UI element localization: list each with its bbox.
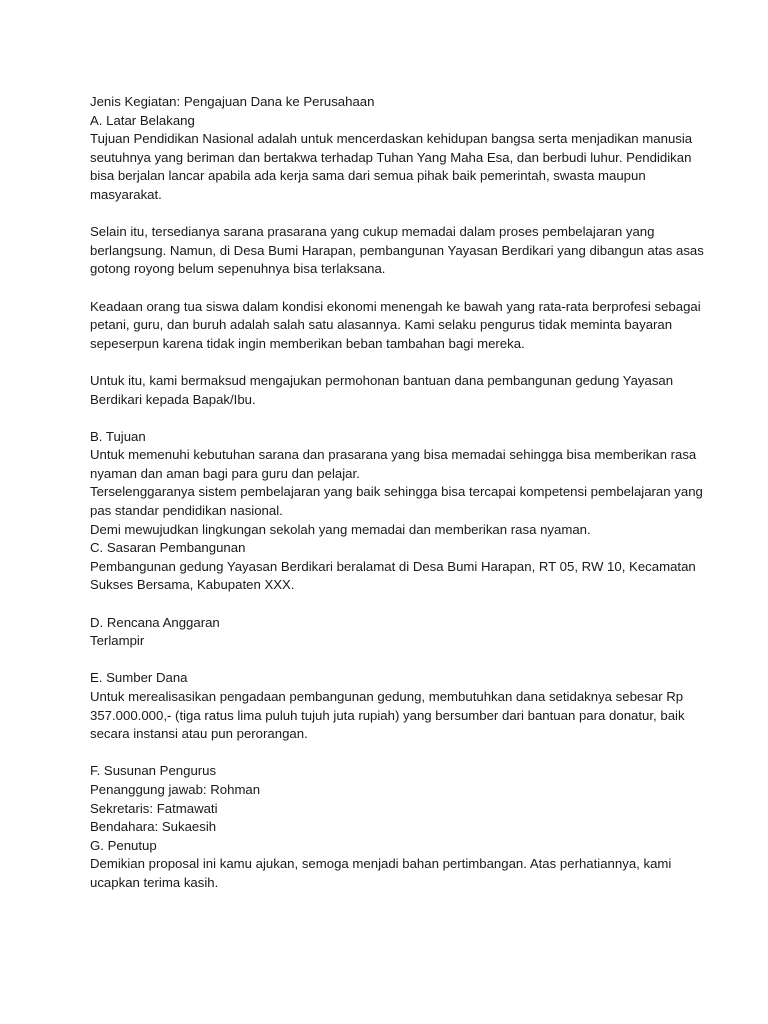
section-e-line: Untuk merealisasikan pengadaan pembangunan gedung, membutuhkan dana setidaknya sebesar Rp	[90, 689, 684, 704]
section-f-line: Bendahara: Sukaesih	[90, 819, 217, 835]
section-g-heading: G. Penutup	[90, 837, 157, 853]
section-a-p3-line: Keadaan orang tua siswa dalam kondisi ekonomi menengah ke bawah yang rata-rata berprofesi sebagai	[90, 298, 701, 314]
section-d-heading: D. Rencana Anggaran	[90, 614, 220, 630]
section-b-line: Untuk memenuhi kebutuhan sarana dan prasarana yang bisa memadai sehingga bisa memberikan rasa	[90, 447, 697, 463]
section-f-line: Penanggung jawab: Rohman	[90, 781, 261, 797]
section-a-p4-line: Untuk itu, kami bermaksud mengajukan permohonan bantuan dana pembangunan gedung Yayasan	[90, 372, 674, 388]
section-d-line: Terlampir	[90, 633, 145, 649]
section-a-p3-line: sepeserpun karena tidak ingin memberikan beban tambahan bagi mereka.	[90, 335, 525, 351]
section-b-line: pas standar pendidikan nasional.	[90, 503, 283, 519]
paragraph-gap	[90, 353, 690, 372]
paragraph-gap	[90, 744, 690, 763]
section-a-p1-line: masyarakat.	[90, 186, 162, 202]
paragraph-gap	[90, 205, 690, 224]
document-title: Jenis Kegiatan: Pengajuan Dana ke Perusahaan	[90, 94, 375, 109]
paragraph-gap	[90, 651, 690, 670]
section-b-line: Demi mewujudkan lingkungan sekolah yang memadai dan memberikan rasa nyaman.	[90, 521, 591, 537]
section-a-p2-line: Selain itu, tersedianya sarana prasarana yang cukup memadai dalam proses pembelajaran yang	[90, 224, 655, 240]
section-g-line: Demikian proposal ini kamu ajukan, semoga menjadi bahan pertimbangan. Atas perhatiannya, kami	[90, 856, 672, 872]
section-b-line: nyaman dan aman bagi para guru dan pelajar.	[90, 465, 360, 481]
section-a-p1-line: Tujuan Pendidikan Nasional adalah untuk mencerdaskan kehidupan bangsa serta menjadikan manusia	[90, 131, 693, 147]
section-a-p1-line: seutuhnya yang beriman dan bertakwa terhadap Tuhan Yang Maha Esa, dan berbudi luhur. Pendidikan	[90, 149, 692, 165]
section-a-p2-line: gotong royong belum sepenuhnya bisa terlaksana.	[90, 261, 386, 277]
section-e-heading: E. Sumber Dana	[90, 670, 188, 686]
section-e-line: secara instansi atau pun perorangan.	[90, 726, 308, 742]
paragraph-gap	[90, 409, 690, 428]
section-c-line: Sukses Bersama, Kabupaten XXX.	[90, 577, 295, 593]
section-a-p3-line: petani, guru, dan buruh adalah salah satu alasannya. Kami selaku pengurus tidak meminta bayaran	[90, 317, 673, 333]
section-a-p1-line: bisa berjalan lancar apabila ada kerja sama dari semua pihak baik pemerintah, swasta maupun	[90, 168, 646, 184]
section-b-heading: B. Tujuan	[90, 428, 146, 444]
section-a-p4-line: Berdikari kepada Bapak/Ibu.	[90, 391, 256, 407]
section-b-line: Terselenggaranya sistem pembelajaran yang baik sehingga bisa tercapai kompetensi pembelajaran yang	[90, 484, 703, 500]
section-e-line: 357.000.000,- (tiga ratus lima puluh tujuh juta rupiah) yang bersumber dari bantuan para donatur, baik	[90, 707, 685, 723]
paragraph-gap	[90, 595, 690, 614]
section-f-line: Sekretaris: Fatmawati	[90, 800, 218, 816]
section-g-line: ucapkan terima kasih.	[90, 874, 219, 890]
section-f-heading: F. Susunan Pengurus	[90, 763, 217, 779]
section-a-heading: A. Latar Belakang	[90, 112, 195, 128]
section-a-p2-line: berlangsung. Namun, di Desa Bumi Harapan, pembangunan Yayasan Berdikari yang dibangun atas asas	[90, 242, 704, 258]
section-c-heading: C. Sasaran Pembangunan	[90, 540, 246, 556]
paragraph-gap	[90, 279, 690, 298]
document-page	[90, 93, 704, 893]
section-c-line: Pembangunan gedung Yayasan Berdikari beralamat di Desa Bumi Harapan, RT 05, RW 10, Kecamatan	[90, 558, 696, 574]
